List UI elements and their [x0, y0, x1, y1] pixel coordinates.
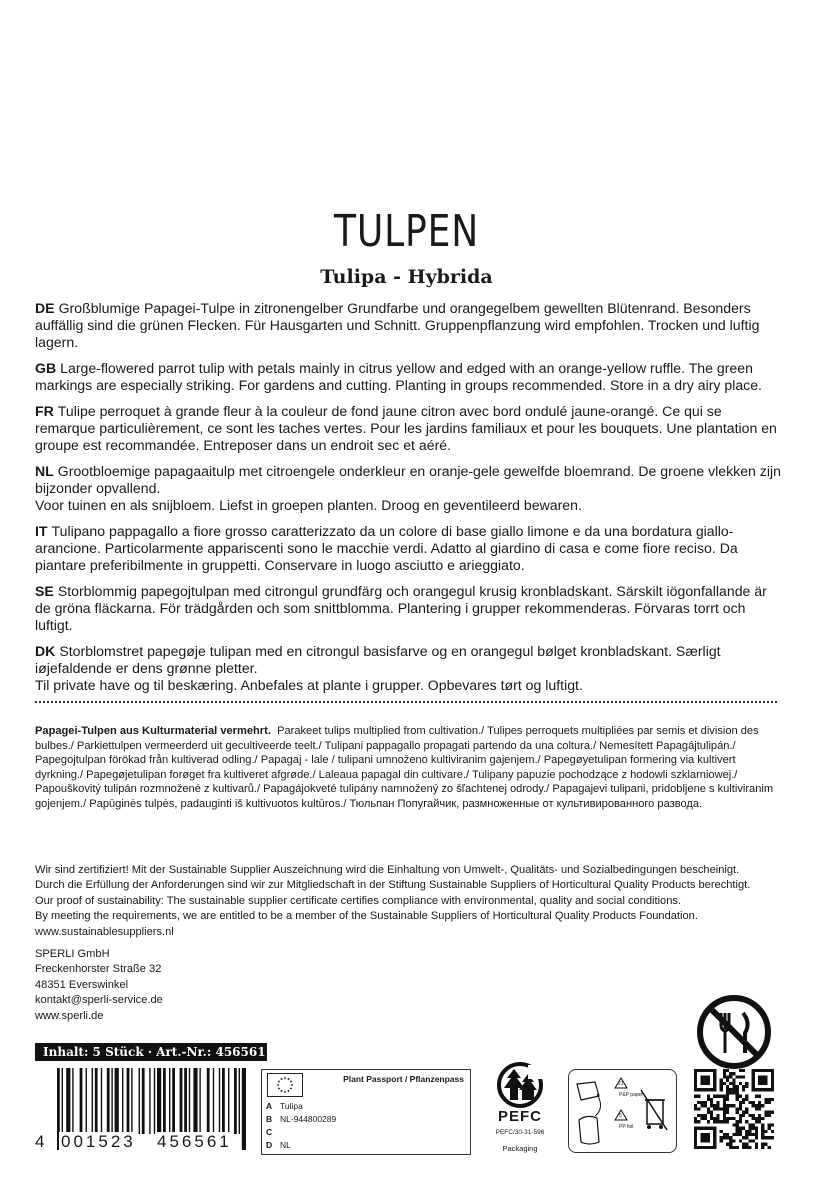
pefc-label — [484, 1060, 556, 1160]
lang-code: IT — [35, 523, 48, 539]
barcode-digits-left: 001523 — [61, 1132, 136, 1151]
lang-text: Grootbloemige papagaaitulp met citroengele onderkleur en oranje-gele gewelfde bloemrand. De groene vlekken zijn bijzonder opvallend. — [35, 463, 781, 496]
plant-passport-title: Plant Passport / Pflanzenpass — [343, 1074, 464, 1084]
lang-code: DE — [35, 300, 55, 316]
propagation-text: Parakeet tulips multiplied from cultivation./ Tulipes perroquets multipliées par semis et division des bulbes./ Parkiettulpen vermeerderd uit gecultiveerde teelt./ Tulipani pappagallo propagati partendo da una coltura./ Nemesített Papagájtulipán./ Papegojtulpan förökad från kultiverad odling./ Papagaj - lale / tulipani umnoženo kultiviranim gajenjem./ Papegøyetulipan formering via kultivert dyrkning./ Papegøjetulipan forøget fra kultiveret afgrøde./ Laleaua papagal din cultivare./ Tulipany papuzie pochodzące z hodowli szklarniowej./ Papouškovitý tulipán rozmnožené z kultivarů./ Papagájokveté tulipány namnožený zo šľachtenej odrody./ Papagajevi tulipani, pridobljene s kultiviranim gojenjem./ Papūginės tulpės, padauginti iš kultivuotos kultūros./ Тюльпан Попугайчик, размноженные от культивированного развода. — [35, 725, 774, 810]
pefc-code: PEFC/30-31-596 — [495, 1129, 545, 1136]
recycling-paper-number: 21 — [618, 1081, 624, 1087]
recycling-pp-number: 5 — [619, 1113, 622, 1119]
barcode-digit-first: 4 — [35, 1132, 45, 1151]
cert-line: Wir sind zertifiziert! Mit der Sustainable Supplier Auszeichnung wird die Einhaltung von Umwelt-, Qualitäts- und Sozialbedingungen bescheinigt. — [35, 864, 740, 876]
pefc-logo-icon — [488, 1062, 552, 1108]
cert-url: www.sustainablesuppliers.nl — [35, 925, 174, 938]
description-de — [35, 300, 785, 351]
lang-code: NL — [35, 463, 54, 479]
lang-code: DK — [35, 643, 56, 659]
description-se — [35, 583, 785, 634]
recycling-box — [568, 1069, 677, 1153]
cert-line: By meeting the requirements, we are entitled to be a member of the Sustainable Suppliers of Horticultural Quality Products Foundation. — [35, 910, 698, 923]
recycling-paper-label: P&P paper — [619, 1092, 644, 1098]
not-edible-icon — [695, 993, 773, 1071]
description-nl — [35, 463, 785, 514]
city: 48351 Everswinkel — [35, 978, 129, 991]
lang-text: Large-flowered parrot tulip with petals mainly in citrus yellow and edged with an orange-yellow ruffle. The green markings are especially striking. For gardens and cutting. Planting in groups recommended. Store in a dry airy place. — [35, 360, 762, 393]
description-list — [35, 300, 785, 703]
email: kontakt@sperli-service.de — [35, 994, 163, 1007]
barcode-digits — [35, 1132, 255, 1154]
contents-article-number: Inhalt: 5 Stück · Art.-Nr.: 456561 — [35, 1043, 267, 1061]
description-fr — [35, 403, 785, 454]
lang-text: Storblommig papegojtulpan med citrongul grundfärg och orangegul krusig kronbladskant. Särskilt iögonfallande är de gröna fläckarna. För trädgården och som snittblomma. Plantering i grupper rekommenderas. Förvaras torrt och luftigt. — [35, 583, 767, 633]
passport-row-a: A Tulipa — [266, 1101, 303, 1111]
passport-row-d: D NL — [266, 1140, 291, 1150]
lang-code: GB — [35, 360, 57, 376]
description-dk — [35, 643, 785, 694]
cert-line: Our proof of sustainability: The sustainable supplier certificate certifies compliance with environmental, quality and social conditions. — [35, 894, 682, 907]
botanical-name: Tulipa - Hybrida — [320, 266, 493, 288]
company-address — [35, 947, 163, 1024]
eu-flag-icon — [267, 1073, 303, 1097]
passport-row-c: C — [266, 1127, 273, 1137]
description-gb — [35, 360, 785, 394]
lang-text: Storblomstret papegøje tulipan med en citrongul basisfarve og en orangegul bølget kronbladskant. Særligt iøjefaldende er dens grønne pletter. — [35, 643, 721, 676]
barcode-digits-right: 456561 — [157, 1132, 232, 1151]
lang-text-2: Til private have og til beskæring. Anbefales at plante i grupper. Opbevares tørt og luftigt. — [35, 677, 583, 693]
lang-text: Tulipano pappagallo a fiore grosso caratterizzato da un colore di base giallo limone e da una bordatura giallo-arancione. Particolarmente appariscenti sono le macchie verdi. Adatto al giardino di casa e come fiore reciso. Da piantare preferibilmente in gruppetti. Conservare in luogo asciutto e arieggiato. — [35, 523, 738, 573]
product-title: TULPEN — [333, 206, 480, 257]
plant-passport — [261, 1069, 471, 1155]
street: Freckenhorster Straße 32 — [35, 963, 162, 976]
cert-line: Durch die Erfüllung der Anforderungen sind wir zur Mitgliedschaft in der Stiftung Sustainable Suppliers of Horticultural Quality Products berechtigt. — [35, 879, 751, 892]
lang-code: FR — [35, 403, 54, 419]
propagation-heading: Papagei-Tulpen aus Kulturmaterial vermehrt. — [35, 725, 271, 737]
qr-code[interactable] — [694, 1069, 774, 1149]
lang-text-2: Voor tuinen en als snijbloem. Liefst in groepen planten. Droog en geventileerd bewaren. — [35, 497, 582, 513]
pefc-word: PEFC — [497, 1108, 542, 1125]
lang-code: SE — [35, 583, 54, 599]
pefc-caption: Packaging — [502, 1144, 538, 1153]
propagation-note — [35, 724, 780, 812]
website: www.sperli.de — [35, 1009, 104, 1022]
lang-text: Großblumige Papagei-Tulpe in zitronengelber Grundfarbe und orangegelbem gewellten Blütenrand. Besonders auffällig sind die grünen Flecken. Für Hausgarten und Schnitt. Gruppenpflanzung wird empfohlen. Trocken und luftig lagern. — [35, 300, 760, 350]
recycling-pp-label: PP foil — [619, 1124, 634, 1130]
lang-text: Tulipe perroquet à grande fleur à la couleur de fond jaune citron avec bord ondulé jaune-orangé. Ce qui se remarque particulièrement, ce sont les taches vertes. Pour les jardins familiaux et pour les bouquets. Une plantation en groupe est recommandée. Entreposer dans un endroit sec et aéré. — [35, 403, 777, 453]
dotted-divider — [35, 701, 777, 703]
description-it — [35, 523, 785, 574]
certification-note — [35, 863, 780, 940]
passport-row-b: B NL-944800289 — [266, 1114, 337, 1124]
company-name: SPERLI GmbH — [35, 948, 110, 960]
